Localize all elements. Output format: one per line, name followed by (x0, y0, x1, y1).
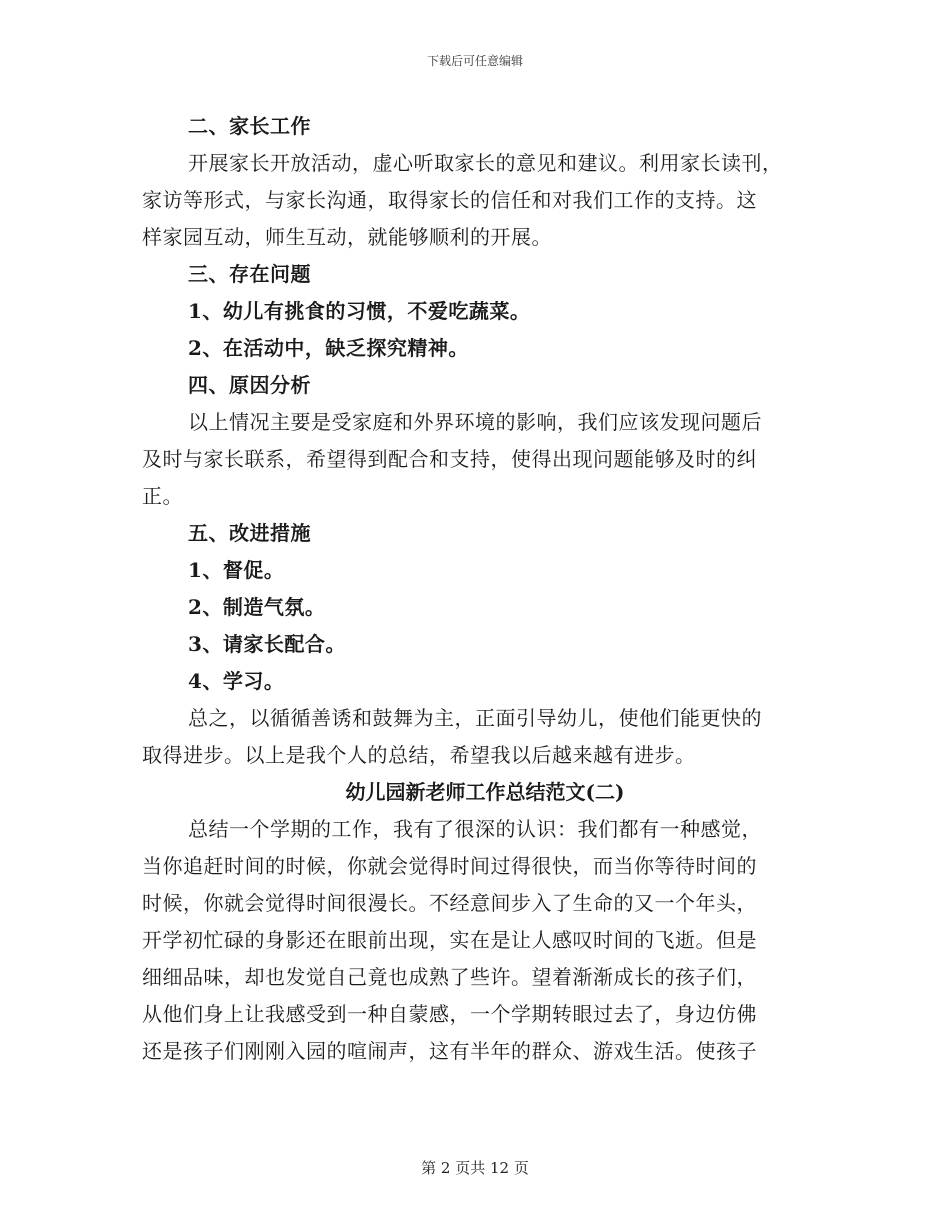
section-heading-problems: 三、存在问题 (188, 262, 311, 286)
paragraph-line: 开学初忙碌的身影还在眼前出现，实在是让人感叹时间的飞逝。但是 (142, 928, 757, 952)
list-item: 2、制造气氛。 (188, 595, 326, 619)
document-body (142, 108, 808, 1070)
paragraph-line: 样家园互动，师生互动，就能够顺利的开展。 (142, 225, 552, 249)
paragraph-line: 总结一个学期的工作，我有了很深的认识：我们都有一种感觉， (188, 817, 762, 841)
paragraph-line: 取得进步。以上是我个人的总结，希望我以后越来越有进步。 (142, 743, 696, 767)
paragraph-line: 还是孩子们刚刚入园的喧闹声，这有半年的群众、游戏生活。使孩子 (142, 1039, 757, 1063)
article-title: 幼儿园新老师工作总结范文(二) (345, 780, 625, 804)
page-footer: 第 2 页共 12 页 (421, 1159, 529, 1177)
list-item: 1、督促。 (188, 558, 285, 582)
list-item: 1、幼儿有挑食的习惯，不爱吃蔬菜。 (188, 299, 531, 323)
paragraph-line: 时候，你就会觉得时间很漫长。不经意间步入了生命的又一个年头， (142, 891, 757, 915)
paragraph-line: 及时与家长联系，希望得到配合和支持，使得出现问题能够及时的纠 (142, 447, 757, 471)
paragraph-line: 以上情况主要是受家庭和外界环境的影响，我们应该发现问题后 (188, 410, 762, 434)
list-item: 4、学习。 (188, 669, 285, 693)
paragraph-line: 正。 (142, 484, 183, 508)
list-item: 3、请家长配合。 (188, 632, 346, 656)
paragraph-line: 细细品味，却也发觉自己竟也成熟了些许。望着渐渐成长的孩子们， (142, 965, 757, 989)
paragraph-line: 总之，以循循善诱和鼓舞为主，正面引导幼儿，使他们能更快的 (188, 706, 762, 730)
paragraph-line: 当你追赶时间的时候，你就会觉得时间过得很快，而当你等待时间的 (142, 854, 757, 878)
paragraph-line: 家访等形式，与家长沟通，取得家长的信任和对我们工作的支持。这 (142, 188, 757, 212)
section-heading-analysis: 四、原因分析 (188, 373, 311, 397)
section-heading-parents: 二、家长工作 (188, 114, 311, 138)
section-heading-improvements: 五、改进措施 (188, 521, 311, 545)
list-item: 2、在活动中，缺乏探究精神。 (188, 336, 469, 360)
page-header: 下载后可任意编辑 (426, 54, 523, 68)
paragraph-line: 从他们身上让我感受到一种自蒙感，一个学期转眼过去了，身边仿佛 (142, 1002, 757, 1026)
paragraph-line: 开展家长开放活动，虚心听取家长的意见和建议。利用家长读刊， (188, 151, 783, 175)
